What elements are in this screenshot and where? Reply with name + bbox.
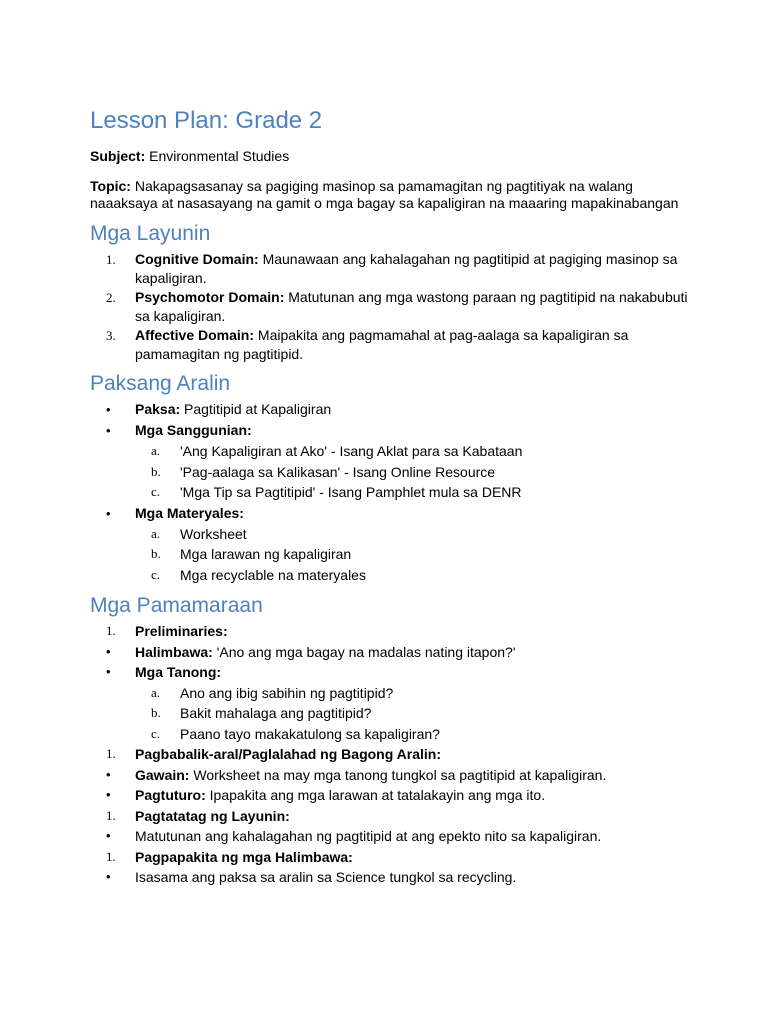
list-number: 1. xyxy=(106,746,116,761)
list-number: 3. xyxy=(106,328,116,343)
list-letter: a. xyxy=(151,443,161,458)
item-text: 'Ano ang mga bagay na madalas nating itapon?' xyxy=(216,643,516,660)
sub-list-item xyxy=(90,462,690,483)
sub-list-item xyxy=(90,441,690,462)
layunin-list xyxy=(90,250,690,364)
paksang-heading: Paksang Aralin xyxy=(90,372,231,395)
bullet-icon: • xyxy=(106,766,111,782)
paksang-list xyxy=(90,399,690,585)
document-title: Lesson Plan: Grade 2 xyxy=(90,107,323,134)
list-item xyxy=(90,806,690,827)
subject-value: Environmental Studies xyxy=(149,148,290,164)
list-item xyxy=(90,765,690,786)
item-text: Ipapakita ang mga larawan at tatalakayin ang mga ito. xyxy=(209,787,546,803)
list-letter: a. xyxy=(151,684,161,700)
list-item xyxy=(90,662,690,683)
list-item xyxy=(90,250,690,288)
item-text: Matutunan ang mga wastong paraan ng pagtitipid na nakabubuti sa kapaligiran. xyxy=(135,289,688,324)
item-text: 'Ang Kapaligiran at Ako' - Isang Aklat para sa Kabataan xyxy=(180,443,523,459)
item-label: Mga Sanggunian: xyxy=(135,422,252,438)
list-letter: c. xyxy=(151,566,161,582)
bullet-icon: • xyxy=(106,643,111,659)
sub-list-item xyxy=(90,524,690,545)
item-text: 'Mga Tip sa Pagtitipid' - Isang Pamphlet mula sa DENR xyxy=(180,484,522,500)
item-text: Pagtitipid at Kapaligiran xyxy=(184,401,332,417)
list-item xyxy=(90,399,690,420)
sub-list-item xyxy=(90,565,690,586)
bullet-icon: • xyxy=(106,828,111,843)
item-label: Psychomotor Domain: xyxy=(135,289,285,305)
list-letter: b. xyxy=(151,546,161,561)
bullet-icon: • xyxy=(106,423,111,438)
item-text: Paano tayo makakatulong sa kapaligiran? xyxy=(180,725,440,742)
list-item xyxy=(90,847,690,868)
list-item xyxy=(90,420,690,441)
item-text: Maunawaan ang kahalagahan ng pagtitipid at pagiging masinop sa kapaligiran. xyxy=(135,251,678,286)
sub-list-item xyxy=(90,683,690,704)
list-item xyxy=(90,867,690,888)
item-label: Paksa: xyxy=(135,401,181,417)
list-letter: b. xyxy=(151,705,161,720)
layunin-heading: Mga Layunin xyxy=(90,222,211,245)
list-item xyxy=(90,503,690,524)
bullet-icon: • xyxy=(106,505,111,521)
list-number: 1. xyxy=(106,807,116,823)
item-label: Pagtatatag ng Layunin: xyxy=(135,807,290,824)
item-text: Worksheet na may mga tanong tungkol sa pagtitipid at kapaligiran. xyxy=(193,766,607,783)
item-label: Mga Tanong: xyxy=(135,664,222,680)
sub-list-item xyxy=(90,703,690,724)
topic-label: Topic: xyxy=(90,178,131,194)
pamamaraan-heading: Mga Pamamaraan xyxy=(90,594,263,617)
item-text: Isasama ang paksa sa aralin sa Science tungkol sa recycling. xyxy=(135,869,517,885)
item-label: Mga Materyales: xyxy=(135,504,244,521)
list-item xyxy=(90,785,690,806)
sub-list-item xyxy=(90,724,690,745)
list-number: 1. xyxy=(106,623,116,638)
list-item xyxy=(90,288,690,326)
item-label: Pagtuturo: xyxy=(135,787,206,803)
item-text: Mga recyclable na materyales xyxy=(180,566,366,583)
list-letter: c. xyxy=(151,725,161,741)
item-text: Bakit mahalaga ang pagtitipid? xyxy=(180,705,372,721)
list-letter: a. xyxy=(151,525,161,541)
item-text: Maipakita ang pagmamahal at pag-aalaga sa kapaligiran sa pamamagitan ng pagtitipid. xyxy=(135,327,629,362)
list-item xyxy=(90,621,690,642)
list-letter: b. xyxy=(151,463,161,479)
lesson-plan-document xyxy=(90,104,690,888)
list-item xyxy=(90,744,690,765)
item-text: 'Pag-aalaga sa Kalikasan' - Isang Online Resource xyxy=(180,463,496,480)
list-item xyxy=(90,826,690,847)
bullet-icon: • xyxy=(106,869,111,884)
topic-value: Nakapagsasanay sa pagiging masinop sa pamamagitan ng pagtitiyak na walang naaaksaya at nasasayang na gamit o mga bagay sa kapaligiran na maaaring mapakinabangan xyxy=(90,178,679,211)
topic-line xyxy=(90,178,690,212)
item-text: Matutunan ang kahalagahan ng pagtitipid at ang epekto nito sa kapaligiran. xyxy=(135,828,602,844)
bullet-icon: • xyxy=(106,787,111,802)
sub-list-item xyxy=(90,544,690,565)
item-label: Cognitive Domain: xyxy=(135,251,259,267)
list-item xyxy=(90,326,690,364)
item-text: Ano ang ibig sabihin ng pagtitipid? xyxy=(180,684,394,701)
subject-line xyxy=(90,148,690,165)
list-number: 1. xyxy=(106,252,116,267)
item-label: Pagpapakita ng mga Halimbawa: xyxy=(135,848,353,865)
list-item xyxy=(90,642,690,663)
item-text: Mga larawan ng kapaligiran xyxy=(180,546,352,562)
list-number: 2. xyxy=(106,290,116,305)
pamamaraan-list xyxy=(90,621,690,888)
list-number: 1. xyxy=(106,848,116,864)
item-label: Affective Domain: xyxy=(135,327,255,343)
item-text: Worksheet xyxy=(180,525,247,542)
bullet-icon: • xyxy=(106,402,111,417)
item-label: Pagbabalik-aral/Paglalahad ng Bagong Aralin: xyxy=(135,746,441,762)
bullet-icon: • xyxy=(106,664,111,679)
item-label: Halimbawa: xyxy=(135,643,213,660)
item-label: Preliminaries: xyxy=(135,623,228,639)
list-letter: c. xyxy=(151,484,161,499)
item-label: Gawain: xyxy=(135,766,190,783)
subject-label: Subject: xyxy=(90,148,146,164)
sub-list-item xyxy=(90,482,690,503)
